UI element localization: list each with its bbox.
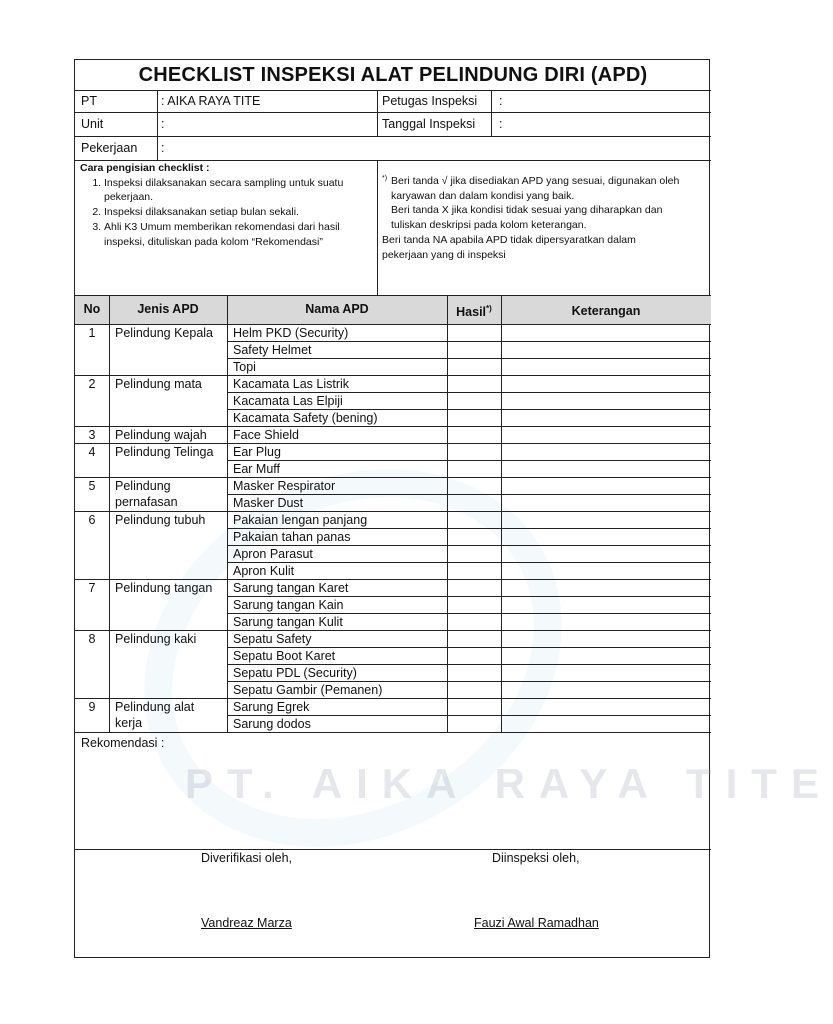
pt-value: : AIKA RAYA TITE: [161, 94, 261, 108]
nama-apd: Sarung tangan Kain: [233, 598, 344, 612]
col-header-hasil: [447, 304, 501, 319]
row-number: 5: [88, 479, 96, 493]
pekerjaan-label: Pekerjaan: [81, 141, 138, 155]
row-number: 3: [88, 428, 96, 442]
column-divider: [227, 295, 228, 732]
jenis-apd: Pelindung Telinga: [115, 445, 214, 459]
pt-label: PT: [81, 94, 97, 108]
nama-apd: Masker Respirator: [233, 479, 336, 493]
nama-apd: Sepatu Gambir (Pemanen): [233, 683, 383, 697]
nama-apd: Pakaian tahan panas: [233, 530, 351, 544]
row-number: 1: [88, 326, 96, 340]
instructions-box: [80, 161, 372, 249]
nama-apd: Helm PKD (Security): [233, 326, 349, 340]
page-title: CHECKLIST INSPEKSI ALAT PELINDUNG DIRI (APD): [138, 64, 648, 86]
row-number: 8: [88, 632, 96, 646]
row-divider: [227, 358, 711, 359]
col-header-no: No: [83, 302, 101, 316]
nama-apd: Kacamata Las Elpiji: [233, 394, 343, 408]
nama-apd: Sarung dodos: [233, 717, 311, 731]
row-divider: [227, 460, 711, 461]
row-divider: [227, 562, 711, 563]
watermark-text: PT. AIKA RAYA TITE: [185, 760, 833, 807]
tanggal-label: Tanggal Inspeksi: [382, 117, 476, 131]
checklist-sheet: [74, 59, 833, 958]
nama-apd: Kacamata Las Listrik: [233, 377, 350, 391]
nama-apd: Pakaian lengan panjang: [233, 513, 368, 527]
row-number: 9: [88, 700, 96, 714]
nama-apd: Topi: [233, 360, 256, 374]
pekerjaan-value: :: [161, 141, 165, 155]
nama-apd: Safety Helmet: [233, 343, 312, 357]
nama-apd: Sarung tangan Karet: [233, 581, 349, 595]
nama-apd: Sepatu Boot Karet: [233, 649, 336, 663]
inspected-name: Fauzi Awal Ramadhan: [474, 916, 599, 930]
tanggal-value: :: [499, 117, 503, 131]
jenis-apd: kerja: [115, 716, 143, 730]
unit-value: :: [161, 117, 165, 131]
instruction-item: 3. Ahli K3 Umum memberikan rekomendasi dari hasil inspeksi, dituliskan pada kolom “Rekomendasi”: [104, 220, 372, 249]
jenis-apd: Pelindung wajah: [115, 428, 207, 442]
nama-apd: Sepatu PDL (Security): [233, 666, 357, 680]
nama-apd: Sarung tangan Kulit: [233, 615, 343, 629]
watermark-logo: [75, 395, 631, 921]
instructions-list: [80, 176, 372, 250]
rekomendasi-label: Rekomendasi :: [81, 736, 165, 750]
instructions-heading: Cara pengisian checklist :: [80, 162, 210, 174]
hasil-mark: *): [486, 304, 492, 313]
row-number: 2: [88, 377, 96, 391]
note-na: Beri tanda NA apabila APD tidak dipersyaratkan dalam pekerjaan yang di inspeksi: [382, 233, 636, 261]
inspected-label: Diinspeksi oleh,: [492, 851, 580, 865]
instruction-item: 1. Inspeksi dilaksanakan secara sampling untuk suatu pekerjaan.: [104, 176, 372, 205]
column-divider: [447, 295, 448, 732]
row-number: 6: [88, 513, 96, 527]
jenis-apd: Pelindung alat: [115, 700, 195, 714]
jenis-apd: Pelindung tangan: [115, 581, 213, 595]
row-number: 7: [88, 581, 96, 595]
verified-name: Vandreaz Marza: [201, 916, 292, 930]
nama-apd: Sepatu Safety: [233, 632, 312, 646]
jenis-apd: pernafasan: [115, 495, 178, 509]
jenis-apd: Pelindung Kepala: [115, 326, 213, 340]
verified-label: Diverifikasi oleh,: [201, 851, 293, 865]
notes-box: [382, 174, 682, 262]
col-header-keterangan: Keterangan: [571, 304, 641, 318]
jenis-apd: Pelindung: [115, 479, 171, 493]
nama-apd: Ear Plug: [233, 445, 281, 459]
nama-apd: Masker Dust: [233, 496, 304, 510]
nama-apd: Sarung Egrek: [233, 700, 310, 714]
nama-apd: Apron Kulit: [233, 564, 295, 578]
unit-label: Unit: [81, 117, 104, 131]
petugas-value: :: [499, 94, 503, 108]
note-check: [391, 174, 682, 203]
jenis-apd: Pelindung kaki: [115, 632, 197, 646]
instruction-item: 2. Inspeksi dilaksanakan setiap bulan sekali.: [104, 205, 372, 220]
petugas-label: Petugas Inspeksi: [382, 94, 478, 108]
nama-apd: Kacamata Safety (bening): [233, 411, 378, 425]
jenis-apd: Pelindung mata: [115, 377, 202, 391]
row-number: 4: [88, 445, 96, 459]
hasil-label: Hasil: [456, 305, 487, 320]
jenis-apd: Pelindung tubuh: [115, 513, 206, 527]
col-header-jenis: Jenis APD: [137, 302, 199, 316]
note-mark: *): [382, 175, 388, 182]
note-check-text: Beri tanda √ jika disediakan APD yang sesuai, digunakan oleh karyawan dan dalam kondisi yang baik.: [391, 175, 680, 202]
note-cross: Beri tanda X jika kondisi tidak sesuai yang diharapkan dan tuliskan deskripsi pada kolom keterangan.: [391, 204, 663, 232]
column-divider: [501, 295, 502, 732]
col-header-nama: Nama APD: [305, 302, 369, 316]
nama-apd: Face Shield: [233, 428, 300, 442]
nama-apd: Apron Parasut: [233, 547, 313, 561]
nama-apd: Ear Muff: [233, 462, 281, 476]
column-divider: [109, 295, 110, 732]
